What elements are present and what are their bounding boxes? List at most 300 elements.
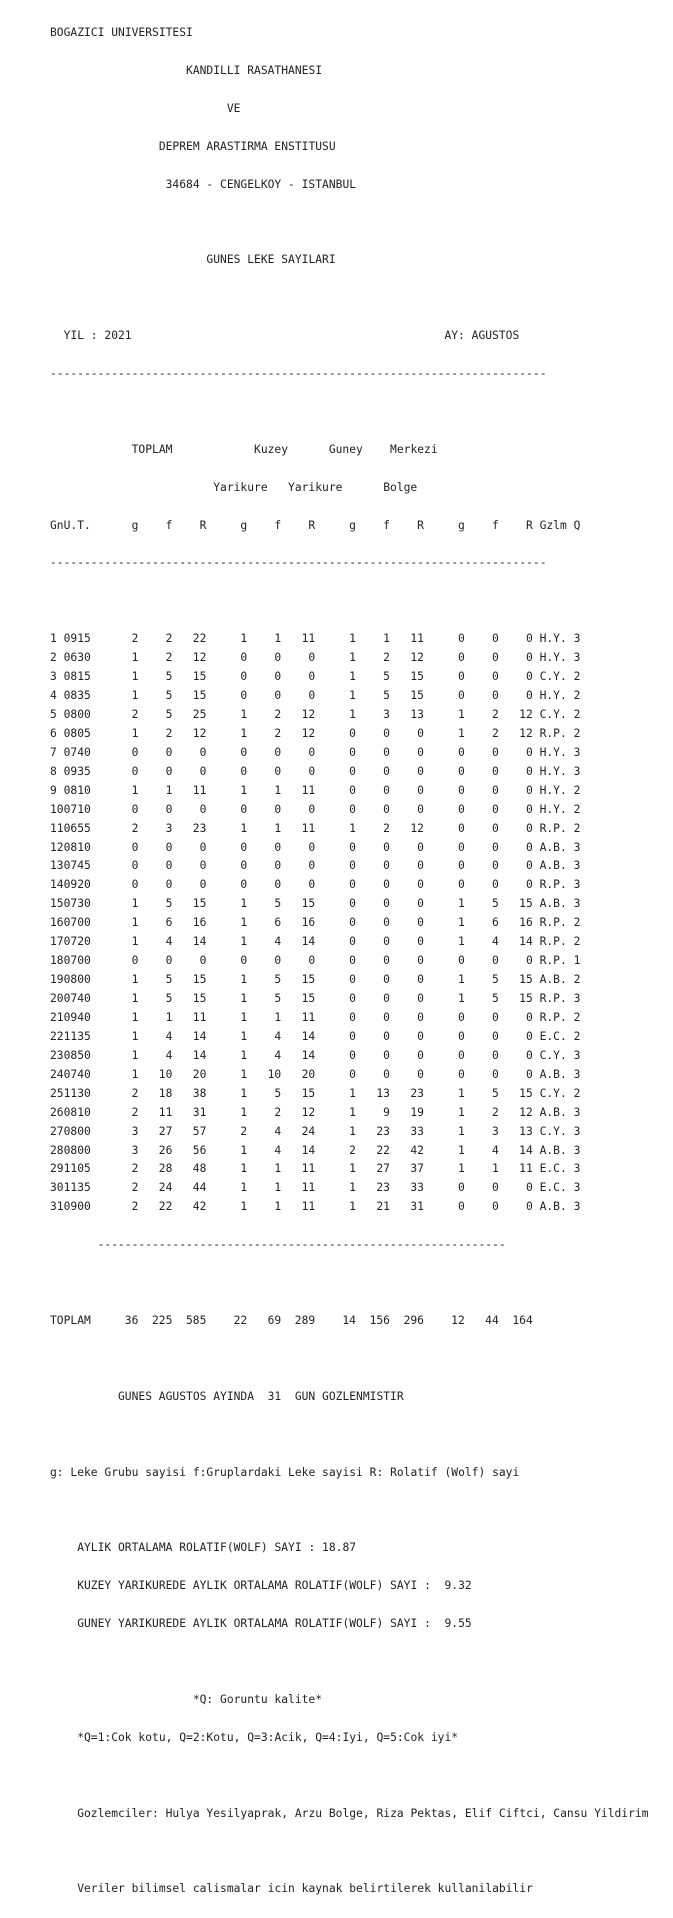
cell-north-g: 1 <box>240 916 248 930</box>
cell-north-f: 10 <box>267 1067 282 1081</box>
cell-south-r: 0 <box>417 878 424 892</box>
cell-south-g: 1 <box>349 632 356 646</box>
cell-north-g: 0 <box>240 764 248 778</box>
cell-north-f: 1 <box>274 1181 282 1195</box>
cell-total-r: 57 <box>192 1124 207 1138</box>
cell-north-r: 14 <box>301 1029 316 1043</box>
cell-south-g: 0 <box>349 935 356 949</box>
cell-quality: 2 <box>573 802 581 816</box>
cell-central-f: 0 <box>491 878 499 892</box>
column-header-quality: Q <box>573 518 581 532</box>
cell-central-r: 14 <box>519 1143 533 1157</box>
column-header-day: Gn <box>50 518 64 532</box>
cell-total-f: 1 <box>165 783 173 797</box>
cell-south-f: 27 <box>376 1162 390 1176</box>
cell-total-f: 2 <box>165 726 173 740</box>
cell-total-f: 11 <box>158 1105 173 1119</box>
report-institute: DEPREM ARASTIRMA ENSTITUSU <box>158 139 336 153</box>
cell-central-g: 0 <box>457 745 465 759</box>
table-row <box>50 725 649 744</box>
cell-day: 22 <box>50 1029 64 1043</box>
cell-observer: R.P. <box>539 916 567 930</box>
cell-total-g: 0 <box>131 878 139 892</box>
cell-central-f: 0 <box>491 689 499 703</box>
report-address: 34684 - CENGELKOY - ISTANBUL <box>165 177 357 191</box>
cell-north-g: 1 <box>240 1105 248 1119</box>
cell-observer: R.P. <box>539 821 567 835</box>
cell-total-r: 25 <box>192 707 207 721</box>
table-row <box>50 839 649 858</box>
cell-south-g: 0 <box>349 992 356 1006</box>
column-header-south-r: R <box>417 518 424 532</box>
report-and: VE <box>226 101 241 115</box>
cell-central-g: 0 <box>457 840 465 854</box>
cell-quality: 3 <box>573 745 581 759</box>
table-row <box>50 857 649 876</box>
cell-quality: 2 <box>573 935 581 949</box>
cell-south-g: 1 <box>349 689 356 703</box>
cell-total-g: 0 <box>131 745 139 759</box>
cell-quality: 2 <box>573 916 581 930</box>
cell-central-f: 2 <box>491 726 499 740</box>
cell-quality: 2 <box>573 670 581 684</box>
cell-central-f: 4 <box>491 935 499 949</box>
cell-central-f: 0 <box>491 840 499 854</box>
cell-day: 25 <box>50 1086 64 1100</box>
cell-time: 0850 <box>63 1048 91 1062</box>
cell-north-f: 0 <box>274 802 282 816</box>
table-row <box>50 1104 649 1123</box>
cell-total-r: 0 <box>199 745 207 759</box>
cell-north-g: 1 <box>240 783 248 797</box>
cell-total-f: 0 <box>165 878 173 892</box>
cell-south-r: 0 <box>417 897 424 911</box>
cell-central-g: 0 <box>457 954 465 968</box>
cell-quality: 3 <box>573 1143 581 1157</box>
cell-total-r: 15 <box>192 992 207 1006</box>
cell-central-r: 0 <box>525 689 533 703</box>
cell-south-g: 0 <box>349 745 356 759</box>
table-row <box>50 952 649 971</box>
cell-north-g: 1 <box>240 1029 248 1043</box>
cell-day: 12 <box>50 840 64 854</box>
cell-total-r: 11 <box>192 1010 207 1024</box>
total-total-r: 585 <box>185 1314 207 1327</box>
cell-central-f: 0 <box>491 670 499 684</box>
cell-north-g: 0 <box>240 689 248 703</box>
cell-north-f: 0 <box>274 840 282 854</box>
cell-south-r: 12 <box>410 651 424 665</box>
cell-central-f: 0 <box>491 745 499 759</box>
cell-central-r: 15 <box>519 973 533 987</box>
cell-central-f: 5 <box>491 897 499 911</box>
cell-central-g: 1 <box>457 1124 465 1138</box>
cell-central-r: 0 <box>525 651 533 665</box>
cell-observer: A.B. <box>539 897 567 911</box>
cell-north-f: 1 <box>274 632 282 646</box>
cell-observer: C.Y. <box>539 1124 567 1138</box>
cell-observer: A.B. <box>539 1105 567 1119</box>
cell-north-g: 1 <box>240 726 248 740</box>
cell-observer: H.Y. <box>539 689 567 703</box>
cell-day: 10 <box>50 802 64 816</box>
cell-total-g: 2 <box>131 1181 139 1195</box>
cell-day: 3 <box>50 670 57 684</box>
table-row <box>50 933 649 952</box>
year-month-line <box>50 327 649 346</box>
south-average: GUNEY YARIKUREDE AYLIK ORTALAMA ROLATIF(WOLF) SAYI : 9.55 <box>77 1617 472 1631</box>
cell-observer: H.Y. <box>539 764 567 778</box>
total-south-f: 156 <box>369 1314 390 1327</box>
cell-central-f: 5 <box>491 1086 499 1100</box>
cell-north-r: 15 <box>301 992 316 1006</box>
cell-north-g: 2 <box>240 1124 248 1138</box>
cell-south-g: 0 <box>349 1010 356 1024</box>
cell-south-r: 31 <box>410 1200 424 1214</box>
cell-quality: 3 <box>573 897 581 911</box>
cell-time: 0630 <box>63 651 91 665</box>
cell-south-g: 1 <box>349 707 356 721</box>
cell-total-g: 2 <box>131 1200 139 1214</box>
cell-total-f: 0 <box>165 764 173 778</box>
cell-south-f: 0 <box>383 1029 390 1043</box>
monthly-average: AYLIK ORTALAMA ROLATIF(WOLF) SAYI : 18.87 <box>77 1541 357 1555</box>
cell-north-r: 15 <box>301 973 316 987</box>
cell-north-r: 15 <box>301 1086 316 1100</box>
cell-central-g: 0 <box>457 1029 465 1043</box>
cell-south-f: 21 <box>376 1200 390 1214</box>
table-row <box>50 801 649 820</box>
cell-north-r: 11 <box>301 821 316 835</box>
cell-day: 4 <box>50 689 57 703</box>
column-header-time: U.T. <box>63 518 91 532</box>
table-row <box>50 744 649 763</box>
cell-central-r: 0 <box>525 878 533 892</box>
cell-north-g: 1 <box>240 1181 248 1195</box>
cell-central-g: 1 <box>457 707 465 721</box>
cell-total-g: 1 <box>131 651 139 665</box>
cell-north-g: 0 <box>240 745 248 759</box>
cell-north-f: 0 <box>274 764 282 778</box>
cell-north-f: 1 <box>274 1200 282 1214</box>
cell-south-g: 0 <box>349 897 356 911</box>
cell-south-r: 0 <box>417 783 424 797</box>
cell-observer: C.Y. <box>539 707 567 721</box>
cell-central-r: 0 <box>525 783 533 797</box>
cell-central-g: 0 <box>457 632 465 646</box>
cell-central-r: 14 <box>519 935 533 949</box>
cell-north-g: 1 <box>240 897 248 911</box>
cell-total-r: 22 <box>192 632 207 646</box>
cell-central-f: 0 <box>491 1067 499 1081</box>
cell-total-f: 10 <box>158 1067 173 1081</box>
cell-observer: R.P. <box>539 878 567 892</box>
cell-south-r: 0 <box>417 1067 424 1081</box>
cell-north-g: 1 <box>240 1010 248 1024</box>
cell-day: 15 <box>50 897 64 911</box>
cell-day: 19 <box>50 973 64 987</box>
cell-total-g: 2 <box>131 1086 139 1100</box>
cell-north-r: 0 <box>308 764 316 778</box>
cell-observer: H.Y. <box>539 802 567 816</box>
cell-north-r: 0 <box>308 840 316 854</box>
cell-south-r: 15 <box>410 689 424 703</box>
cell-day: 13 <box>50 859 64 873</box>
cell-south-g: 0 <box>349 802 356 816</box>
cell-total-f: 28 <box>158 1162 173 1176</box>
cell-total-f: 0 <box>165 802 173 816</box>
cell-total-g: 0 <box>131 802 139 816</box>
cell-quality: 2 <box>573 821 581 835</box>
table-row <box>50 668 649 687</box>
cell-north-f: 0 <box>274 745 282 759</box>
table-row <box>50 649 649 668</box>
cell-observer: A.B. <box>539 1067 567 1081</box>
cell-south-g: 1 <box>349 651 356 665</box>
cell-day: 28 <box>50 1143 64 1157</box>
table-row <box>50 1142 649 1161</box>
cell-north-g: 0 <box>240 859 248 873</box>
cell-north-r: 0 <box>308 745 316 759</box>
cell-central-f: 3 <box>491 1124 499 1138</box>
cell-south-f: 0 <box>383 878 390 892</box>
group-header-total: TOPLAM <box>131 442 173 456</box>
table-row <box>50 782 649 801</box>
cell-day: 17 <box>50 935 64 949</box>
cell-south-g: 0 <box>349 1029 356 1043</box>
table-rule-mid: ------------------------------------------------------------------------- <box>50 556 547 570</box>
cell-south-g: 0 <box>349 859 356 873</box>
cell-day: 24 <box>50 1067 64 1081</box>
cell-south-g: 1 <box>349 1105 356 1119</box>
cell-north-g: 1 <box>240 1086 248 1100</box>
cell-north-r: 0 <box>308 802 316 816</box>
cell-observer: H.Y. <box>539 745 567 759</box>
cell-north-g: 1 <box>240 1162 248 1176</box>
cell-north-r: 11 <box>301 1162 316 1176</box>
cell-north-r: 24 <box>301 1124 316 1138</box>
cell-day: 20 <box>50 992 64 1006</box>
cell-central-r: 0 <box>525 632 533 646</box>
cell-north-g: 0 <box>240 878 248 892</box>
cell-south-f: 0 <box>383 1010 390 1024</box>
cell-south-f: 23 <box>376 1124 390 1138</box>
cell-day: 5 <box>50 707 57 721</box>
cell-total-f: 5 <box>165 670 173 684</box>
cell-south-r: 0 <box>417 745 424 759</box>
cell-time: 0940 <box>63 1010 91 1024</box>
cell-north-g: 1 <box>240 1143 248 1157</box>
cell-total-g: 0 <box>131 954 139 968</box>
table-row <box>50 706 649 725</box>
table-row <box>50 1028 649 1047</box>
cell-north-f: 4 <box>274 1124 282 1138</box>
table-row <box>50 1009 649 1028</box>
cell-time: 1135 <box>63 1181 91 1195</box>
table-row <box>50 1066 649 1085</box>
cell-total-g: 0 <box>131 840 139 854</box>
cell-south-f: 0 <box>383 726 390 740</box>
cell-total-r: 15 <box>192 689 207 703</box>
cell-central-g: 0 <box>457 802 465 816</box>
cell-total-g: 1 <box>131 1067 139 1081</box>
subheader-south: Yarikure <box>288 480 343 494</box>
column-header-central-g: g <box>457 518 465 532</box>
group-header-north: Kuzey <box>254 442 289 456</box>
cell-south-g: 1 <box>349 1181 356 1195</box>
table-row <box>50 1085 649 1104</box>
cell-quality: 3 <box>573 632 581 646</box>
cell-south-r: 15 <box>410 670 424 684</box>
cell-central-r: 0 <box>525 821 533 835</box>
cell-south-g: 1 <box>349 1086 356 1100</box>
table-rule-top: ------------------------------------------------------------------------- <box>50 366 547 380</box>
cell-south-g: 0 <box>349 783 356 797</box>
cell-total-g: 1 <box>131 1029 139 1043</box>
cell-day: 21 <box>50 1010 64 1024</box>
cell-south-f: 23 <box>376 1181 390 1195</box>
column-header-south-f: f <box>383 518 390 532</box>
cell-time: 0800 <box>63 1124 91 1138</box>
cell-north-f: 0 <box>274 651 282 665</box>
table-row <box>50 914 649 933</box>
cell-total-r: 16 <box>192 916 207 930</box>
cell-central-f: 2 <box>491 1105 499 1119</box>
cell-time: 0920 <box>63 878 91 892</box>
cell-central-r: 0 <box>525 670 533 684</box>
cell-total-r: 48 <box>192 1162 207 1176</box>
cell-north-f: 5 <box>274 1086 282 1100</box>
group-header-south: Guney <box>328 442 363 456</box>
cell-south-f: 0 <box>383 745 390 759</box>
cell-total-r: 12 <box>192 726 207 740</box>
quality-scale: *Q=1:Cok kotu, Q=2:Kotu, Q=3:Acik, Q=4:Iyi, Q=5:Cok iyi* <box>77 1730 459 1744</box>
cell-south-r: 11 <box>410 632 424 646</box>
cell-north-r: 12 <box>301 1105 316 1119</box>
cell-total-r: 15 <box>192 670 207 684</box>
column-header-total-r: R <box>199 518 207 532</box>
cell-total-f: 5 <box>165 707 173 721</box>
cell-total-f: 4 <box>165 1029 173 1043</box>
table-body <box>50 630 649 1217</box>
cell-central-r: 0 <box>525 764 533 778</box>
cell-day: 31 <box>50 1200 64 1214</box>
cell-north-r: 0 <box>308 859 316 873</box>
subheader-central: Bolge <box>383 480 418 494</box>
table-row <box>50 630 649 649</box>
cell-north-f: 5 <box>274 973 282 987</box>
cell-north-f: 0 <box>274 670 282 684</box>
cell-central-r: 15 <box>519 897 533 911</box>
cell-central-g: 1 <box>457 1086 465 1100</box>
quality-title: *Q: Goruntu kalite* <box>192 1692 323 1706</box>
cell-observer: A.B. <box>539 1200 567 1214</box>
table-row <box>50 1179 649 1198</box>
cell-total-g: 1 <box>131 726 139 740</box>
cell-north-r: 0 <box>308 878 316 892</box>
cell-central-g: 0 <box>457 1067 465 1081</box>
cell-south-f: 3 <box>383 707 390 721</box>
cell-time: 0740 <box>63 1067 91 1081</box>
cell-central-r: 0 <box>525 1010 533 1024</box>
cell-quality: 1 <box>573 954 581 968</box>
column-header-total-g: g <box>131 518 139 532</box>
cell-south-r: 0 <box>417 764 424 778</box>
cell-north-r: 0 <box>308 651 316 665</box>
cell-south-r: 0 <box>417 802 424 816</box>
cell-central-g: 0 <box>457 859 465 873</box>
cell-observer: R.P. <box>539 726 567 740</box>
cell-time: 0800 <box>63 1143 91 1157</box>
cell-quality: 3 <box>573 1048 581 1062</box>
cell-day: 8 <box>50 764 57 778</box>
cell-total-f: 5 <box>165 992 173 1006</box>
cell-north-g: 1 <box>240 1200 248 1214</box>
cell-north-r: 11 <box>301 1010 316 1024</box>
cell-north-g: 0 <box>240 670 248 684</box>
cell-central-g: 0 <box>457 783 465 797</box>
cell-time: 0740 <box>63 745 91 759</box>
cell-south-r: 0 <box>417 935 424 949</box>
column-header-central-r: R <box>525 518 533 532</box>
cell-north-f: 5 <box>274 992 282 1006</box>
cell-day: 30 <box>50 1181 64 1195</box>
cell-north-f: 4 <box>274 935 282 949</box>
cell-observer: A.B. <box>539 1143 567 1157</box>
cell-central-r: 0 <box>525 1029 533 1043</box>
cell-central-g: 1 <box>457 897 465 911</box>
cell-south-f: 2 <box>383 651 390 665</box>
cell-quality: 2 <box>573 1086 581 1100</box>
cell-total-f: 1 <box>165 1010 173 1024</box>
subheader-north: Yarikure <box>213 480 268 494</box>
cell-south-r: 0 <box>417 954 424 968</box>
cell-central-f: 2 <box>491 707 499 721</box>
cell-south-f: 0 <box>383 764 390 778</box>
table-row <box>50 1198 649 1217</box>
cell-central-g: 0 <box>457 1048 465 1062</box>
table-row <box>50 876 649 895</box>
cell-south-r: 0 <box>417 1010 424 1024</box>
cell-quality: 2 <box>573 707 581 721</box>
cell-time: 1105 <box>63 1162 91 1176</box>
report-observatory: KANDILLI RASATHANESI <box>186 63 323 77</box>
cell-central-r: 0 <box>525 1181 533 1195</box>
table-row <box>50 1047 649 1066</box>
cell-north-g: 0 <box>240 802 248 816</box>
cell-quality: 3 <box>573 840 581 854</box>
report-title: GUNES LEKE SAYILARI <box>206 253 336 267</box>
cell-day: 18 <box>50 954 64 968</box>
cell-total-r: 38 <box>192 1086 207 1100</box>
cell-south-g: 0 <box>349 1048 356 1062</box>
cell-day: 9 <box>50 783 57 797</box>
cell-central-r: 12 <box>519 707 533 721</box>
cell-north-f: 0 <box>274 878 282 892</box>
cell-south-g: 0 <box>349 764 356 778</box>
cell-central-r: 15 <box>519 1086 533 1100</box>
cell-central-r: 16 <box>519 916 533 930</box>
cell-total-f: 26 <box>158 1143 173 1157</box>
usage-note: Veriler bilimsel calismalar icin kaynak belirtilerek kullanilabilir <box>77 1882 533 1896</box>
cell-total-g: 0 <box>131 764 139 778</box>
cell-south-r: 13 <box>410 707 424 721</box>
cell-north-f: 0 <box>274 859 282 873</box>
cell-south-f: 5 <box>383 670 390 684</box>
cell-quality: 3 <box>573 1124 581 1138</box>
cell-total-f: 4 <box>165 935 173 949</box>
cell-total-g: 1 <box>131 783 139 797</box>
